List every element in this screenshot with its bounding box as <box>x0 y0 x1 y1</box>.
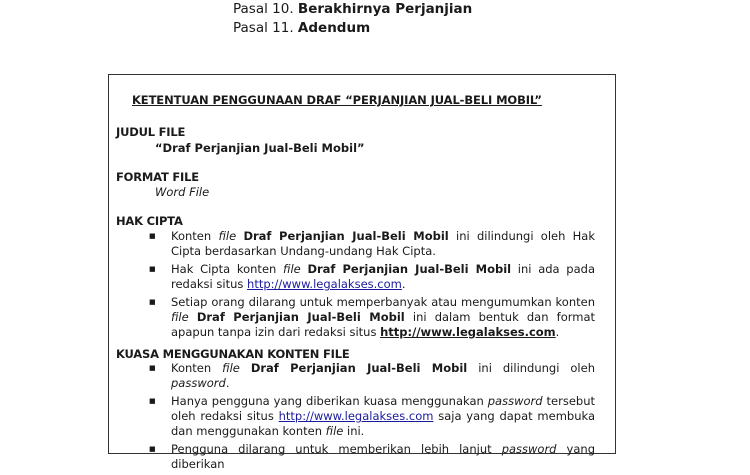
legalakses-link[interactable]: http://www.legalakses.com <box>380 325 556 339</box>
pasal-title: Adendum <box>297 20 371 36</box>
list-item: ■ Konten file Draf Perjanjian Jual-Beli Mobil ini dilindungi oleh password. <box>149 361 595 391</box>
pasal-item <box>233 19 472 38</box>
format-file-value: Word File <box>155 185 210 199</box>
judul-file-heading: JUDUL FILE <box>116 125 186 139</box>
hak-cipta-list <box>149 229 595 343</box>
list-item: ■ Konten file Draf Perjanjian Jual-Beli Mobil ini dilindungi oleh Hak Cipta berdasarkan Undang-undang Hak Cipta. <box>149 229 595 259</box>
format-file-heading: FORMAT FILE <box>116 170 199 184</box>
pasal-prefix: Pasal 10. <box>233 1 294 17</box>
pasal-prefix: Pasal 11. <box>233 20 294 36</box>
list-item: ■ Hak Cipta konten file Draf Perjanjian Jual-Beli Mobil ini ada pada redaksi situs http://www.legalakses.com. <box>149 262 595 292</box>
legalakses-link[interactable]: http://www.legalakses.com <box>278 409 434 423</box>
kuasa-heading: KUASA MENGGUNAKAN KONTEN FILE <box>116 347 350 361</box>
list-item: ■ Hanya pengguna yang diberikan kuasa menggunakan password tersebut oleh redaksi situs http://www.legalakses.com saja yang dapat membuka dan menggunakan konten file ini. <box>149 394 595 439</box>
box-title: KETENTUAN PENGGUNAAN DRAF “PERJANJIAN JUAL-BELI MOBIL” <box>132 93 542 107</box>
hak-cipta-heading: HAK CIPTA <box>116 214 183 228</box>
pasal-item <box>233 0 472 19</box>
pasal-title: Berakhirnya Perjanjian <box>297 1 473 17</box>
legalakses-link[interactable]: http://www.legalakses.com <box>247 277 402 291</box>
pasal-list <box>233 0 472 38</box>
judul-file-value: “Draf Perjanjian Jual-Beli Mobil” <box>155 141 365 155</box>
kuasa-list <box>149 361 595 475</box>
list-item: ■ Setiap orang dilarang untuk memperbanyak atau mengumumkan konten file Draf Perjanjian Jual-Beli Mobil ini dalam bentuk dan format apapun tanpa izin dari redaksi situs http://www.legalakses.com. <box>149 295 595 340</box>
usage-terms-box <box>108 74 616 471</box>
list-item: ■ Pengguna dilarang untuk memberikan lebih lanjut password yang diberikan <box>149 442 595 472</box>
